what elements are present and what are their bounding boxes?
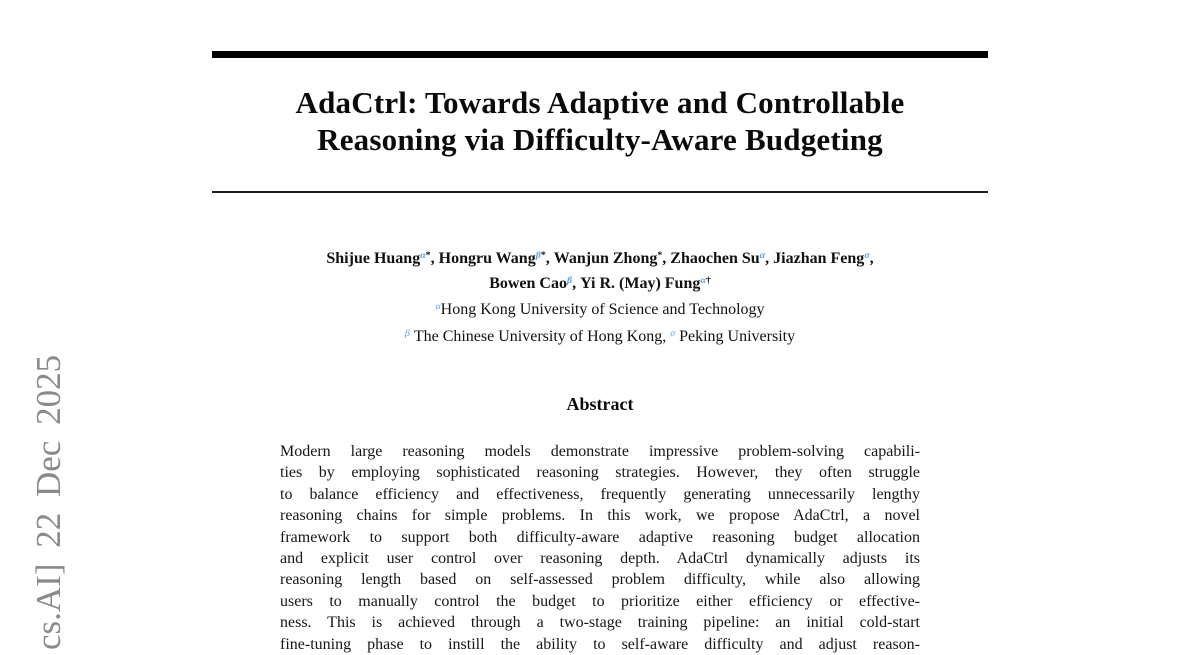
affiliation-line-2 — [150, 322, 1050, 349]
title-rule — [212, 191, 988, 193]
abstract-body — [280, 441, 920, 655]
superscript-marker: α — [435, 300, 441, 312]
superscript-marker: β — [535, 250, 541, 261]
superscript-marker: α — [420, 250, 426, 261]
abstract-line: and explicit user control over reasoning depth. AdaCtrl dynamically adjusts its — [280, 550, 920, 568]
affiliation-line-1 — [150, 295, 1050, 322]
abstract-line: fine-tuning phase to instill the ability to self-aware difficulty and adjust reason- — [280, 635, 920, 653]
superscript-marker: β — [566, 274, 573, 286]
text-segment: Bowen Cao — [489, 274, 567, 292]
abstract-line: ties by employing sophisticated reasoning strategies. However, they often struggle — [280, 464, 920, 482]
paper-title — [212, 84, 988, 158]
superscript-marker: α — [759, 250, 766, 261]
author-block — [150, 245, 1050, 349]
author-line-2 — [150, 270, 1050, 295]
text-segment: , — [869, 249, 874, 267]
abstract-line: to balance efficiency and effectiveness, frequently generating unnecessarily lengthy — [280, 485, 920, 503]
superscript-marker: † — [705, 274, 711, 286]
text-segment: The Chinese University of Hong Kong, — [409, 327, 671, 345]
title-line-2: Reasoning via Difficulty-Aware Budgeting — [317, 122, 883, 157]
arxiv-watermark: cs.AI] 22 Dec 2025 — [29, 354, 68, 650]
superscript-marker: β — [404, 327, 410, 339]
text-segment: , Wanjun Zhong — [545, 249, 658, 267]
superscript-marker: σ — [864, 250, 870, 261]
abstract-line: reasoning length based on self-assessed problem difficulty, while also allowing — [280, 571, 920, 589]
superscript-marker: * — [540, 250, 546, 261]
superscript-marker: σ — [670, 327, 676, 339]
author-line-1 — [150, 245, 1050, 270]
abstract-line: Modern large reasoning models demonstrate impressive problem-solving capabili- — [280, 443, 920, 460]
abstract-line: framework to support both difficulty-aware adaptive reasoning budget allocation — [280, 528, 920, 546]
abstract-line: reasoning chains for simple problems. In this work, we propose AdaCtrl, a novel — [280, 507, 920, 525]
text-segment: Peking University — [675, 327, 796, 345]
text-segment: , Jiazhan Feng — [765, 249, 865, 267]
abstract-line: ness. This is achieved through a two-stage training pipeline: an initial cold-start — [280, 614, 920, 632]
abstract-heading: Abstract — [566, 394, 634, 414]
text-segment: , Hongru Wang — [430, 249, 536, 267]
text-segment: Shijue Huang — [326, 249, 421, 267]
text-segment: , Zhaochen Su — [662, 249, 760, 267]
text-segment: Hong Kong University of Science and Technology — [440, 300, 765, 318]
title-line-1: AdaCtrl: Towards Adaptive and Controllable — [295, 85, 905, 120]
superscript-marker: α — [700, 274, 706, 286]
top-rule — [212, 51, 988, 58]
superscript-marker: * — [425, 250, 431, 261]
superscript-marker: * — [657, 250, 663, 261]
abstract-line: users to manually control the budget to prioritize either efficiency or effective- — [280, 592, 920, 610]
text-segment: , Yi R. (May) Fung — [572, 274, 701, 292]
